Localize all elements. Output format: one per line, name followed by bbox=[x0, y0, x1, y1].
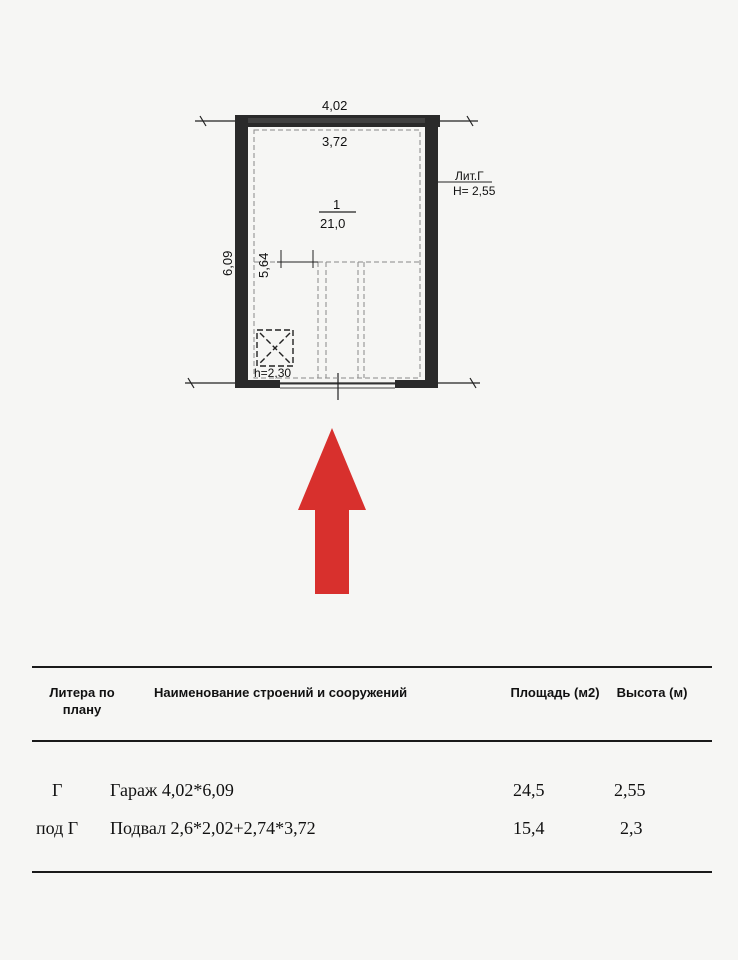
row-2-liter: под Г bbox=[36, 818, 79, 838]
table-header-rule bbox=[32, 740, 712, 742]
ceiling-height-label: H= 2,55 bbox=[453, 184, 496, 198]
liter-label: Лит.Г bbox=[455, 169, 484, 183]
table-top-rule bbox=[32, 666, 712, 668]
row-1-area: 24,5 bbox=[513, 780, 545, 800]
header-height: Высота (м) bbox=[616, 685, 688, 700]
row-2-area: 15,4 bbox=[513, 818, 545, 838]
header-name: Наименование строений и сооружений bbox=[154, 685, 408, 700]
room-area: 21,0 bbox=[320, 216, 346, 231]
room-number: 1 bbox=[333, 197, 341, 212]
inspection-pit bbox=[257, 330, 293, 366]
inner-length-label: 5,64 bbox=[256, 252, 271, 278]
inner-width-label: 3,72 bbox=[322, 134, 348, 149]
header-liter: Литера по плану bbox=[49, 685, 115, 717]
row-1-name: Гараж 4,02*6,09 bbox=[110, 780, 234, 800]
row-2-height: 2,3 bbox=[620, 818, 643, 838]
outer-length-label: 6,09 bbox=[220, 250, 235, 276]
header-area: Площадь (м2) bbox=[510, 685, 600, 700]
outer-width-label: 4,02 bbox=[322, 98, 348, 113]
row-1-liter: Г bbox=[52, 780, 63, 800]
garage-walls bbox=[235, 115, 440, 388]
pit-height-label: h=2,30 bbox=[254, 366, 292, 380]
basement-outline bbox=[254, 130, 420, 378]
row-1-height: 2,55 bbox=[614, 780, 646, 800]
table-bottom-rule bbox=[32, 871, 712, 873]
row-2-name: Подвал 2,6*2,02+2,74*3,72 bbox=[110, 818, 316, 838]
entrance-arrow-icon bbox=[298, 428, 366, 594]
